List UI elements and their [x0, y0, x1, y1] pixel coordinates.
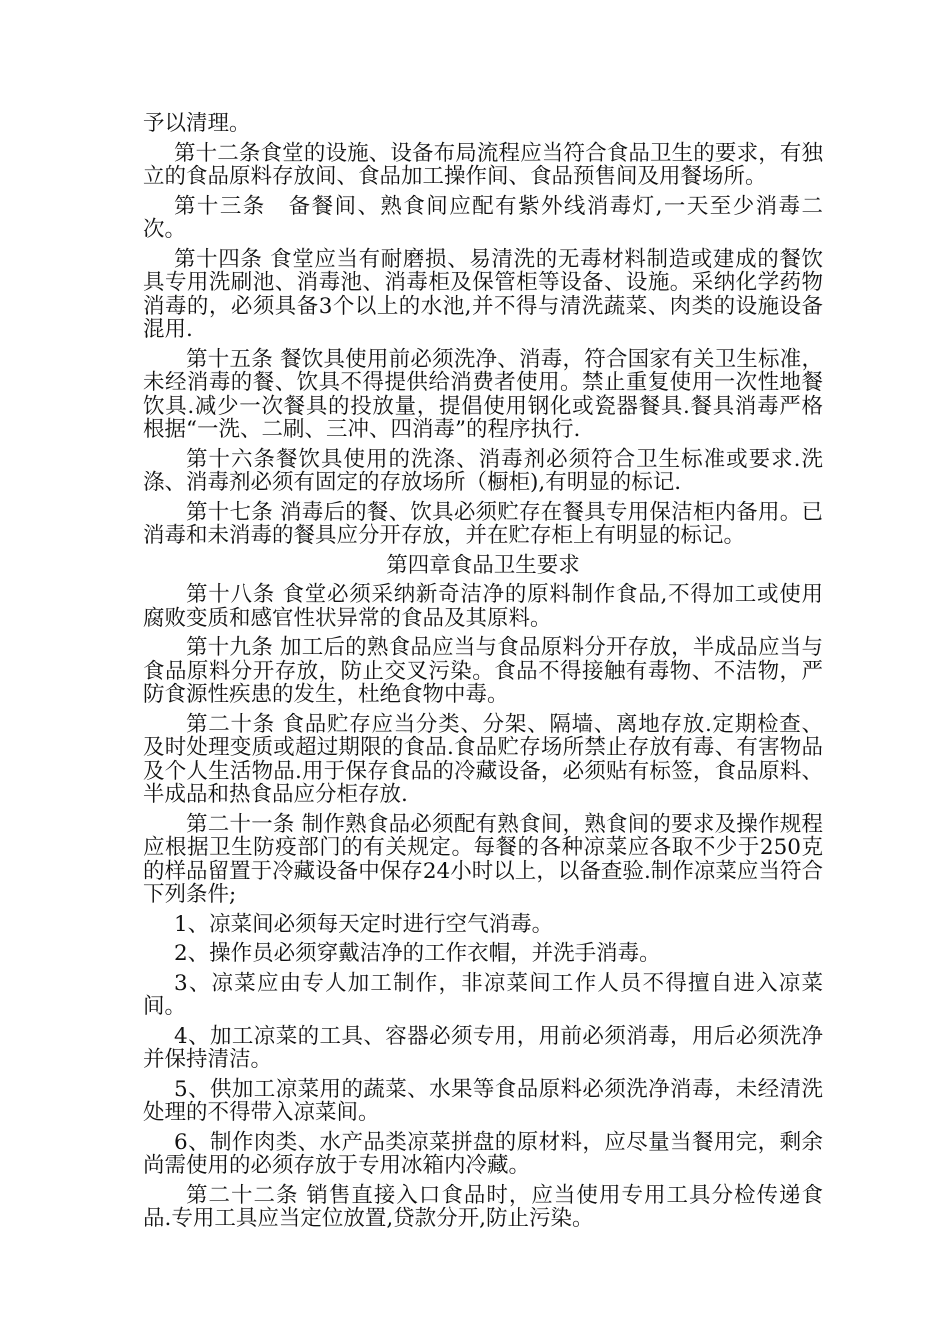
list-item-2: 2、操作员必须穿戴洁净的工作衣帽，并洗手消毒。: [174, 941, 661, 966]
article-20: 第二十条 食品贮存应当分类、分架、隔墙、离地存放.定期检查、及时处理变质或超过期限的食品.食品贮存场所禁止存放有毒、有害物品及个人生活物品.用于保存食品的冷藏设备，必须贴有标签，食品原料、半成品和热食品应分柜存放.: [143, 711, 823, 807]
article-13: 第十三条 备餐间、熟食间应配有紫外线消毒灯,一天至少消毒二次。: [143, 193, 823, 242]
article-22: 第二十二条 销售直接入口食品时，应当使用专用工具分检传递食品.专用工具应当定位放置,贷款分开,防止污染。: [143, 1182, 823, 1231]
article-14: 第十四条 食堂应当有耐磨损、易清洗的无毒材料制造或建成的餐饮具专用洗刷池、消毒池、消毒柜及保管柜等设备、设施。采纳化学药物消毒的，必须具备3个以上的水池,并不得与清洗蔬菜、肉类的设施设备混用.: [143, 246, 823, 342]
list-item-1: 1、凉菜间必须每天定时进行空气消毒。: [174, 911, 554, 937]
article-18: 第十八条 食堂必须采纳新奇洁净的原料制作食品,不得加工或使用腐败变质和感官性状异常的食品及其原料。: [143, 582, 823, 631]
paragraph-continuation: 予以清理。: [143, 111, 251, 136]
document-body: [143, 112, 823, 1237]
list-item-4: 4、加工凉菜的工具、容器必须专用，用前必须消毒，用后必须洗净并保持清洁。: [143, 1023, 823, 1072]
article-16: 第十六条餐饮具使用的洗涤、消毒剂必须符合卫生标准或要求.洗涤、消毒剂必须有固定的存放场所（橱柜),有明显的标记.: [143, 446, 823, 495]
article-15: 第十五条 餐饮具使用前必须洗净、消毒，符合国家有关卫生标准，未经消毒的餐、饮具不得提供给消费者使用。禁止重复使用一次性地餐饮具.减少一次餐具的投放量，提倡使用钢化或瓷器餐具.餐具消毒严格根据“一洗、二刷、三冲、四消毒”的程序执行.: [143, 346, 823, 442]
list-item-3: 3、凉菜应由专人加工制作，非凉菜间工作人员不得擅自进入凉菜间。: [143, 970, 823, 1019]
article-17: 第十七条 消毒后的餐、饮具必须贮存在餐具专用保洁柜内备用。已消毒和未消毒的餐具应分开存放，并在贮存柜上有明显的标记。: [143, 499, 823, 548]
article-12: 第十二条食堂的设施、设备布局流程应当符合食品卫生的要求，有独立的食品原料存放间、食品加工操作间、食品预售间及用餐场所。: [143, 140, 823, 189]
article-21: 第二十一条 制作熟食品必须配有熟食间，熟食间的要求及操作规程应根据卫生防疫部门的有关规定。每餐的各种凉菜应各取不少于250克的样品留置于冷藏设备中保存24小时以上，以备查验.制作凉菜应当符合下列条件;: [143, 811, 823, 907]
article-19: 第十九条 加工后的熟食品应当与食品原料分开存放，半成品应当与食品原料分开存放，防止交叉污染。食品不得接触有毒物、不洁物，严防食源性疾患的发生，杜绝食物中毒。: [143, 635, 823, 707]
chapter-heading: 第四章食品卫生要求: [386, 552, 580, 578]
list-item-6: 6、制作肉类、水产品类凉菜拼盘的原材料，应尽量当餐用完，剩余尚需使用的必须存放于专用冰箱内冷藏。: [143, 1129, 823, 1178]
list-item-5: 5、供加工凉菜用的蔬菜、水果等食品原料必须洗净消毒，未经清洗处理的不得带入凉菜间。: [143, 1076, 823, 1125]
